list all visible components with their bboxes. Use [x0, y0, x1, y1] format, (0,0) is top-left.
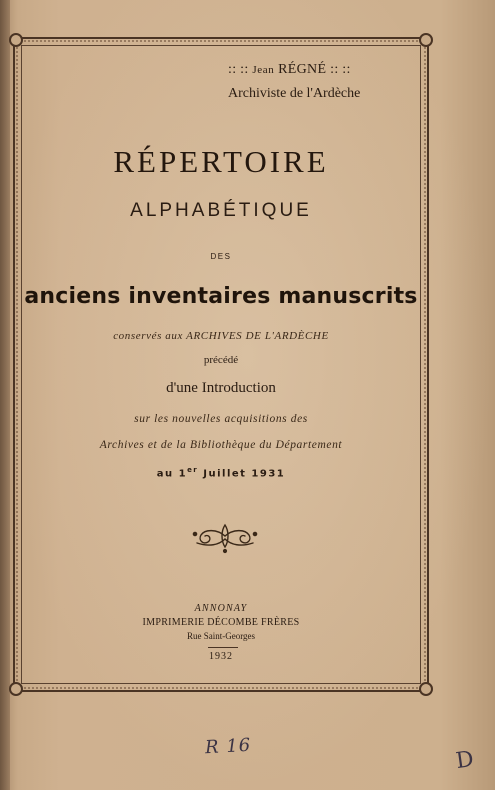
imprint-city: ANNONAY — [194, 603, 248, 614]
acquisitions-line-2: Archives et de la Bibliothèque du Département — [99, 439, 343, 451]
frame-corner-ornament — [419, 33, 433, 47]
author-last-name: RÉGNÉ — [278, 62, 327, 77]
sub-title: ALPHABÉTIQUE — [130, 200, 312, 221]
handwritten-shelf-mark: R 16 — [204, 734, 252, 759]
fleuron-ornament-icon — [191, 519, 259, 555]
imprint-year: 1932 — [209, 651, 233, 662]
author-line — [228, 62, 403, 78]
date-line — [21, 466, 421, 479]
date-superscript: er — [187, 466, 199, 474]
title-connector: DES — [210, 252, 232, 261]
introduction-line: d'une Introduction — [166, 380, 276, 396]
author-title: Archiviste de l'Ardèche — [228, 86, 361, 101]
binding-edge — [0, 0, 10, 790]
main-heading: anciens inventaires manuscrits — [24, 284, 418, 309]
author-prefix-ornament: :: :: — [228, 62, 249, 77]
imprint-street: Rue Saint-Georges — [186, 631, 256, 641]
imprint-divider — [208, 647, 238, 648]
date-prefix: au 1 — [156, 468, 188, 480]
acquisitions-line-1: sur les nouvelles acquisitions des — [134, 413, 308, 425]
handwritten-corner-mark: D — [454, 746, 476, 775]
date-suffix: Juillet 1931 — [203, 468, 286, 480]
frame-corner-ornament — [9, 682, 23, 696]
author-first-name: Jean — [252, 64, 275, 76]
main-title: RÉPERTOIRE — [113, 144, 329, 179]
author-suffix-ornament: :: :: — [330, 62, 351, 77]
conserves-line: conservés aux ARCHIVES DE L'ARDÈCHE — [113, 330, 329, 342]
precede-line: précédé — [203, 354, 239, 366]
imprint-printer: IMPRIMERIE DÉCOMBE FRÈRES — [142, 617, 300, 628]
frame-corner-ornament — [419, 682, 433, 696]
frame-corner-ornament — [9, 33, 23, 47]
